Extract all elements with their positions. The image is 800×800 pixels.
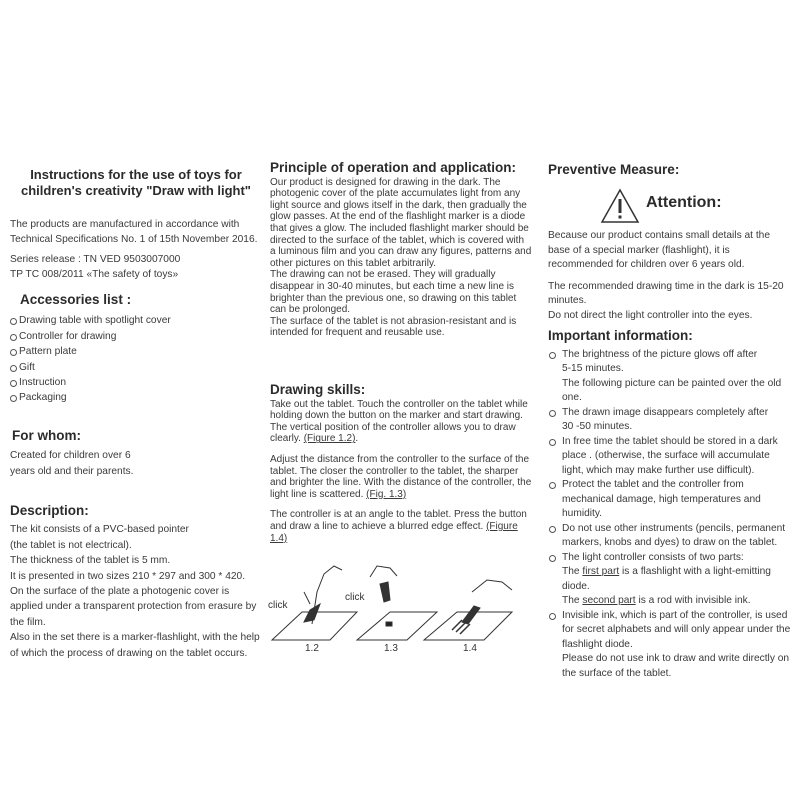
description-line: It is presented in two sizes 210 * 297 and 300 * 420. On the surface of the plate a photogenic cover is applied under a transparent protection from erasure by the film. [10,570,257,628]
technical-regulation: TP TC 008/2011 «The safety of toys» [10,269,179,281]
marker-pen [462,606,480,624]
document-title: Instructions for the use of toys for children's creativity "Draw with light" [21,167,251,198]
principle-paragraph: Our product is designed for drawing in the dark. The photogenic cover of the plate accumulates light from any light source and glows itself in the dark, then gradually the glow passes. At the end of the flashlight marker is a diode that gives a glow. The included flashlight marker should be directed to the surface of the tablet, which is covered with a luminous film and you can draw any figures, patterns and other pictures on this tablet arbitrarily. [270,176,532,269]
list-item: The light controller consists of two parts: The first part is a flashlight with a light-emitting diode. The second part is a rod with invisible ink. [548,551,793,609]
figure-label: 1.2 [305,643,319,654]
click-label: click [345,592,365,603]
marker-pen [304,604,320,622]
list-item: Packaging [10,390,260,405]
important-heading: Important information: [548,328,693,343]
for-whom-section [10,428,260,479]
skills-paragraph: The controller is at an angle to the tablet. Press the button and draw a line to achieve a blurred edge effect. (Figure 1.4) [270,509,527,544]
marker-pen [380,582,390,602]
accessories-heading: Accessories list : [20,292,132,307]
description-section [10,503,260,661]
list-item: Protect the tablet and the controller from mechanical damage, high temperatures and humidity. [548,478,793,522]
important-section [548,329,793,681]
accessories-section [10,292,260,406]
skills-paragraph: The vertical position of the controller allows you to draw clearly. (Figure 1.2). [270,421,516,445]
hand-outline [472,580,512,592]
tablet-shape [357,612,437,640]
description-line: (the tablet is not electrical). [10,539,132,551]
intro-block [10,217,260,283]
for-whom-heading: For whom: [12,428,81,443]
preventive-section [548,163,793,178]
description-line: The kit consists of a PVC-based pointer [10,524,189,536]
description-line: The thickness of the tablet is 5 mm. [10,555,171,567]
list-item: Pattern plate [10,344,260,359]
drawing-skills-section [270,384,532,544]
intro-text: The products are manufactured in accordance with Technical Specifications No. 1 of 15th November 2016. [10,219,258,246]
drawing-skills-heading: Drawing skills: [270,382,366,397]
hand-outline [370,566,397,577]
list-item: Gift [10,360,260,375]
preventive-paragraph: Do not direct the light controller into the eyes. [548,309,753,321]
preventive-text [548,229,793,323]
series-release: Series release : TN VED 9503007000 [10,253,181,265]
hand-outline [312,566,342,624]
list-item: Instruction [10,375,260,390]
figure-reference: (Figure 1.2) [303,433,356,445]
preventive-paragraph: The recommended drawing time in the dark is 15-20 minutes. [548,280,784,306]
figure-reference: (Figure 1.4) [270,520,518,544]
warning-triangle-icon [600,188,640,224]
principle-paragraph: The surface of the tablet is not abrasion-resistant and is intended for frequent and reusable use. [270,315,517,339]
description-heading: Description: [10,503,89,518]
skills-paragraph: Take out the tablet. Touch the controller on the tablet while holding down the button on the marker and start drawing. [270,398,528,422]
list-item: The brightness of the picture glows off after 5-15 minutes. The following picture can be painted over the old one. [548,348,793,406]
figure-label: 1.4 [463,643,477,654]
for-whom-text: Created for children over 6 years old and their parents. [10,450,134,477]
list-item: Drawing table with spotlight cover [10,313,260,328]
accessories-list [10,313,260,405]
description-line: Also in the set there is a marker-flashlight, with the help of which the process of drawing on the tablet occurs. [10,632,260,659]
figure-label: 1.3 [384,643,398,654]
principle-section [270,162,532,339]
skills-paragraph: Adjust the distance from the controller to the surface of the tablet. The closer the controller to the tablet, the sharper and brighter the line. With the distance of the controller, the light line is scattered. (Fig. 1.3) [270,453,532,500]
list-item: Invisible ink, which is part of the controller, is used for secret alphabets and will only appear under the flashlight diode. Please do not use ink to draw and write directly on the surface of the tablet. [548,609,793,682]
list-item: Controller for drawing [10,329,260,344]
principle-heading: Principle of operation and application: [270,160,517,175]
preventive-paragraph: Because our product contains small details at the base of a special marker (flashlight), it is recommended for children over 6 years old. [548,230,770,270]
preventive-heading: Preventive Measure: [548,162,680,177]
attention-title: Attention: [646,194,722,211]
list-item: In free time the tablet should be stored in a dark place . (otherwise, the surface will accumulate light, which may make further use difficult). [548,435,793,479]
list-item: Do not use other instruments (pencils, permanent markers, knobs and dyes) to draw on the tablet. [548,522,793,551]
important-list [548,348,793,682]
principle-paragraph: The drawing can not be erased. They will gradually disappear in 30-40 minutes, but each time a new line is brighter than the previous one, so drawing on this tablet can be prolonged. [270,269,517,316]
click-label: click [268,600,288,611]
figure-reference: (Fig. 1.3) [366,488,407,500]
list-item: The drawn image disappears completely after 30 -50 minutes. [548,406,793,435]
